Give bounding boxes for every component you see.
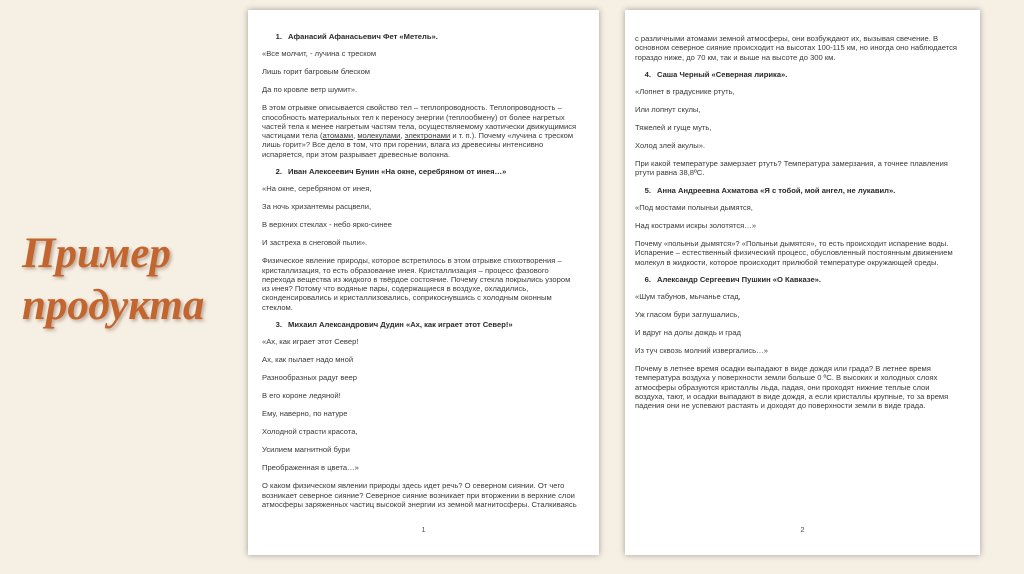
section-5-heading: [635, 186, 959, 195]
verse-line: Над кострами искры золотятся…»: [635, 221, 757, 230]
verse-line: Или лопнут скулы,: [635, 105, 701, 115]
section-3-heading: [262, 320, 578, 329]
verse-line: Холод злей акулы».: [635, 141, 706, 151]
section-5-paragraph: Почему «полыньи дымятся»? «Полыньи дымятся», то есть происходит испарение воды. Испарение – естественный физический процесс, обусловленный постоянным движением молекул в жидкости, которое происходит прилюбой температуре окружающей среды.: [635, 238, 953, 267]
section-2-paragraph: Физическое явление природы, которое встретилось в этом отрывке стихотворения – кристаллизация, то есть образование инея. Кристаллизация – процесс фазового перехода вещества из жидкого в твёрдое состояние. Почему стекла покрылись узором из инея? Потому что водяные пары, содержащиеся в воздухе, охладились, сконденсировались и кристаллизовались, соприкоснувшись с холодным оконным стеклом.: [262, 256, 571, 312]
slide-title-line-1: Пример: [22, 230, 171, 277]
section-title: Александр Сергеевич Пушкин «О Кавказе».: [657, 274, 822, 284]
verse-line: Холодной страсти красота,: [262, 427, 358, 437]
verse-line: Преображенная в цвета…»: [262, 463, 359, 473]
page-number: 1: [421, 524, 426, 534]
verse-line: И застреха в снеговой пыли».: [262, 238, 368, 248]
section-2-heading: [262, 167, 578, 176]
section-2-verse: [262, 184, 578, 247]
verse-line: За ночь хризантемы расцвели,: [262, 202, 372, 212]
verse-line: Да по кровле ветр шумит».: [262, 85, 358, 95]
link-atoms[interactable]: атомами: [322, 131, 354, 141]
verse-line: В верхних стеклах - небо ярко-синее: [262, 220, 392, 230]
verse-line: «Лопнет в градуснике ртуть,: [635, 87, 735, 97]
verse-line: «Ах, как играет этот Север!: [262, 337, 359, 347]
verse-line: «Шум табунов, мычанье стад,: [635, 292, 741, 302]
section-title: Саша Черный «Северная лирика».: [657, 69, 788, 79]
section-number: 1.: [275, 32, 282, 41]
verse-line: Из туч сквозь молний извергались…»: [635, 346, 768, 356]
section-1-verse: [262, 49, 578, 94]
verse-line: Тяжелей и гуще муть,: [635, 123, 712, 133]
verse-line: Ему, наверно, по натуре: [262, 409, 348, 419]
section-3-paragraph: О каком физическом явлении природы здесь идет речь? О северном сиянии. От чего возникает северное сияние? Северное сияние возникает при вторжении в верхние слои атмосферы заряженных частиц высокой энергии из земной магнитосферы. Сталкиваясь: [262, 481, 577, 509]
section-4-heading: [635, 70, 959, 79]
link-molecules[interactable]: молекулами: [357, 131, 401, 141]
verse-line: «Под мостами полыньи дымятся,: [635, 203, 753, 213]
section-1-heading: [262, 32, 578, 41]
verse-line: «Все молчит, - лучина с треском: [262, 49, 377, 59]
section-3-verse: [262, 337, 578, 472]
section-4-paragraph: При какой температуре замерзает ртуть? Температура замерзания, а точнее плавления ртути равна 38,8ºС.: [635, 159, 948, 178]
slide-title: [22, 228, 232, 332]
slide-title-line-2: продукта: [22, 282, 205, 329]
section-5-verse: [635, 203, 959, 230]
section-6-paragraph: Почему в летнее время осадки выпадают в виде дождя или града? В летнее время температура воздуха у поверхности земли больше 0 ºС. В высоких и холодных слоях атмосферы образуются кристаллы льда, падая, они проходят нижние теплые слои воздуха, тают, и осадки выпадают в виде дождя, а если кристаллы крупные, то за время падения они не успевают растаять и доходят до поверхности земли в виде града.: [635, 364, 949, 411]
document-page-2: [625, 10, 980, 555]
paragraph-text: В этом отрывке описывается свойство тел – теплопроводность. Теплопроводность – способность материальных тел к переносу энергии (теплообмену) от более нагретых частей тела к менее нагретым частям тела, осуществляемому хаотически движущимися частицами тела (: [262, 103, 577, 141]
verse-line: Ах, как пылает надо мной: [262, 355, 354, 365]
verse-line: Лишь горит багровым блеском: [262, 67, 371, 77]
section-title: Афанасий Афанасьевич Фет «Метель».: [288, 32, 438, 41]
verse-line: «На окне, серебряном от инея,: [262, 184, 372, 194]
separator: ,: [353, 131, 358, 141]
verse-line: В его короне ледяной!: [262, 391, 341, 401]
section-6-verse: [635, 292, 959, 355]
section-title: Иван Алексеевич Бунин «На окне, серебряном от инея…»: [288, 167, 507, 177]
section-1-paragraph: [262, 103, 578, 159]
verse-line: Разнообразных радуг веер: [262, 373, 357, 383]
section-title: Анна Андреевна Ахматова «Я с тобой, мой ангел, не лукавил».: [657, 185, 896, 195]
link-electrons[interactable]: электронами: [404, 131, 451, 141]
section-4-verse: [635, 87, 959, 150]
section-number: 3.: [275, 320, 282, 330]
paragraph-text: и т. п.). Почему «лучина с треском лишь горит»? Все дело в том, что при горении, влага из древесины интенсивно испаряется, при этом разрывает древесные волокна.: [262, 131, 574, 159]
document-page-1: [248, 10, 599, 555]
section-number: 2.: [275, 167, 282, 177]
section-6-heading: [635, 275, 959, 284]
intro-paragraph: с различными атомами земной атмосферы, они возбуждают их, вызывая свечение. В основном северное сияние происходит на высотах 100-115 км, но иногда оно наблюдается гораздо ниже, до 70 км, так и выше на высоте до 300 км.: [635, 34, 958, 62]
verse-line: Уж гласом бури заглушались,: [635, 310, 740, 320]
verse-line: И вдруг на долы дождь и град: [635, 328, 741, 338]
section-title: Михаил Александрович Дудин «Ах, как играет этот Север!»: [288, 320, 513, 330]
verse-line: Усилием магнитной бури: [262, 445, 350, 455]
section-number: 4.: [644, 69, 651, 79]
section-number: 6.: [644, 274, 651, 284]
page-number: 2: [800, 524, 805, 534]
separator: ,: [400, 131, 405, 141]
section-number: 5.: [644, 185, 651, 195]
